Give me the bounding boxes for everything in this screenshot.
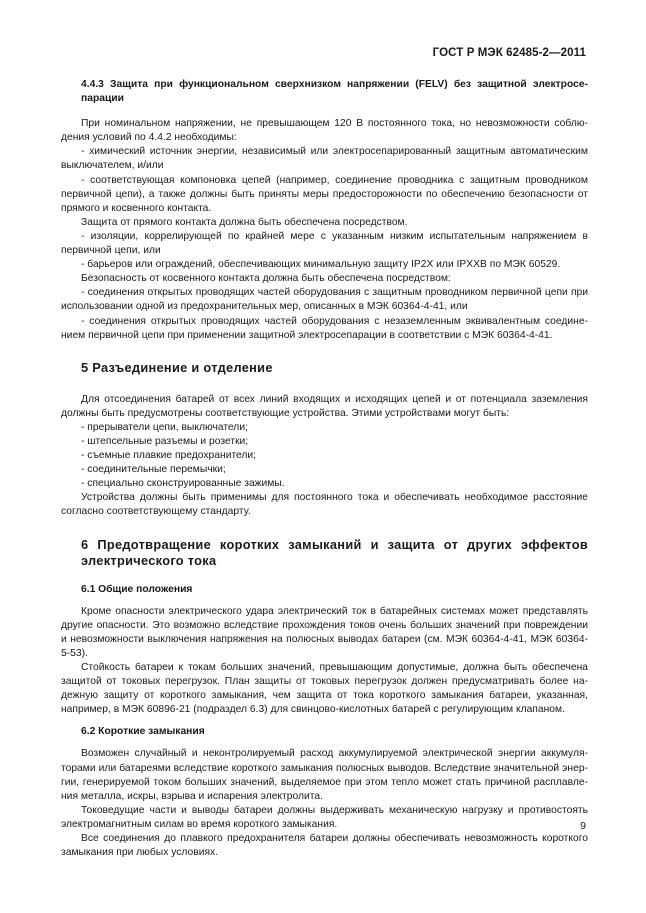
page-content bbox=[61, 78, 588, 860]
paragraph: При номинальном напряжении, не превышающем 120 В постоянного тока, но невозможности соблюдения условий по 4.4.2 необходимы: bbox=[61, 118, 588, 144]
paragraph: Для отсоединения батарей от всех линий входящих и исходящих цепей и от потенциала заземления должны быть предусмотрены соответствующие устройства. Этими устройствами могут быть: bbox=[61, 393, 588, 419]
list-item: - соединения открытых проводящих частей оборудования с незаземленным эквивалентным соединением первичной цепи при применении защитной электросепарации в соответствии с МЭК 60364-4-41. bbox=[61, 315, 588, 341]
list-item: - соответствующая компоновка цепей (например, соединение проводника с защитным проводником первичной цепи), а также должны быть приняты меры предосторожности по обеспечению безопасности от прямого и косвенного контакта. bbox=[61, 174, 588, 214]
paragraph: Безопасность от косвенного контакта должна быть обеспечена посредством: bbox=[81, 273, 451, 285]
list-item: - прерыватели цепи, выключатели; bbox=[81, 421, 248, 433]
list-item: - изоляции, коррелирующей по крайней мере с указанным низким испытательным напряжением в первичной цепи, или bbox=[61, 230, 588, 257]
list-item: - съемные плавкие предохранители; bbox=[81, 450, 257, 462]
list-item: - соединительные перемычки; bbox=[81, 464, 226, 476]
section-5-title: 5 Разъединение и отделение bbox=[81, 359, 273, 375]
list-item: - штепсельные разъемы и розетки; bbox=[81, 435, 249, 447]
standard-header: ГОСТ Р МЭК 62485-2—2011 bbox=[432, 47, 586, 59]
page-number: 9 bbox=[580, 820, 586, 832]
list-item: - барьеров или ограждений, обеспечивающих минимальную защиту IP2X или IPXXB по МЭК 60529. bbox=[81, 259, 561, 271]
list-item: - специально сконструированные зажимы. bbox=[81, 478, 285, 490]
paragraph: Кроме опасности электрического удара электрический ток в батарейных системах может представлять другие опасности. Это возможно вследствие прохождения токов очень больших значений при повреждении и невозможности выключения напряжения на полюсных выводах батареи (см. МЭК 60364-4-41, МЭК 60364-5-53). bbox=[61, 605, 588, 659]
subsection-6-2-title: 6.2 Короткие замыкания bbox=[81, 726, 205, 738]
paragraph: Стойкость батареи к токам больших значений, превышающим допустимые, должна быть обеспечена защитой от токовых перегрузок. План защиты от токовых перегрузок должен предусматривать более надежную защиту от короткого замыкания, чем защита от тока короткого замыкания батареи, указанная, например, в МЭК 60896-21 (подраздел 6.3) для свинцово-кислотных батарей с регулирующим клапаном. bbox=[61, 662, 588, 716]
subsection-6-1-title: 6.1 Общие положения bbox=[81, 583, 193, 595]
list-item: - химический источник энергии, независимый или электросепарированный защитным автоматическим выключателем, и/или bbox=[61, 146, 588, 172]
paragraph: Устройства должны быть применимы для постоянного тока и обеспечивать необходимое расстояние согласно соответствующему стандарту. bbox=[61, 492, 588, 518]
subsection-4-4-3-title: 4.4.3 Защита при функциональном сверхнизком напряжении (FELV) без защитной электросепарации bbox=[81, 79, 588, 105]
paragraph: Защита от прямого контакта должна быть обеспечена посредством. bbox=[81, 216, 408, 228]
section-6-title: 6 Предотвращение коротких замыканий и защита от других эффектов электрического тока bbox=[81, 536, 588, 568]
paragraph: Возможен случайный и неконтролируемый расход аккумулируемой электрической энергии аккумуляторами или батареями вследствие короткого замыкания полюсных выводов. Вследствие значительной энергии, генерируемой током больших значений, выделяемое при этом тепло может стать причиной расплавления металла, искры, взрыва и испарения электролита. bbox=[61, 748, 588, 802]
list-item: - соединения открытых проводящих частей оборудования с защитным проводником первичной цепи при использовании одной из предохранительных мер, описанных в МЭК 60364-4-41, или bbox=[61, 287, 588, 313]
paragraph: Все соединения до плавкого предохранителя батареи должны обеспечивать невозможность короткого замыкания при любых условиях. bbox=[61, 833, 588, 859]
paragraph: Токоведущие части и выводы батареи должны выдерживать механическую нагрузку и противостоять электромагнитным силам во время короткого замыкания. bbox=[61, 804, 588, 830]
